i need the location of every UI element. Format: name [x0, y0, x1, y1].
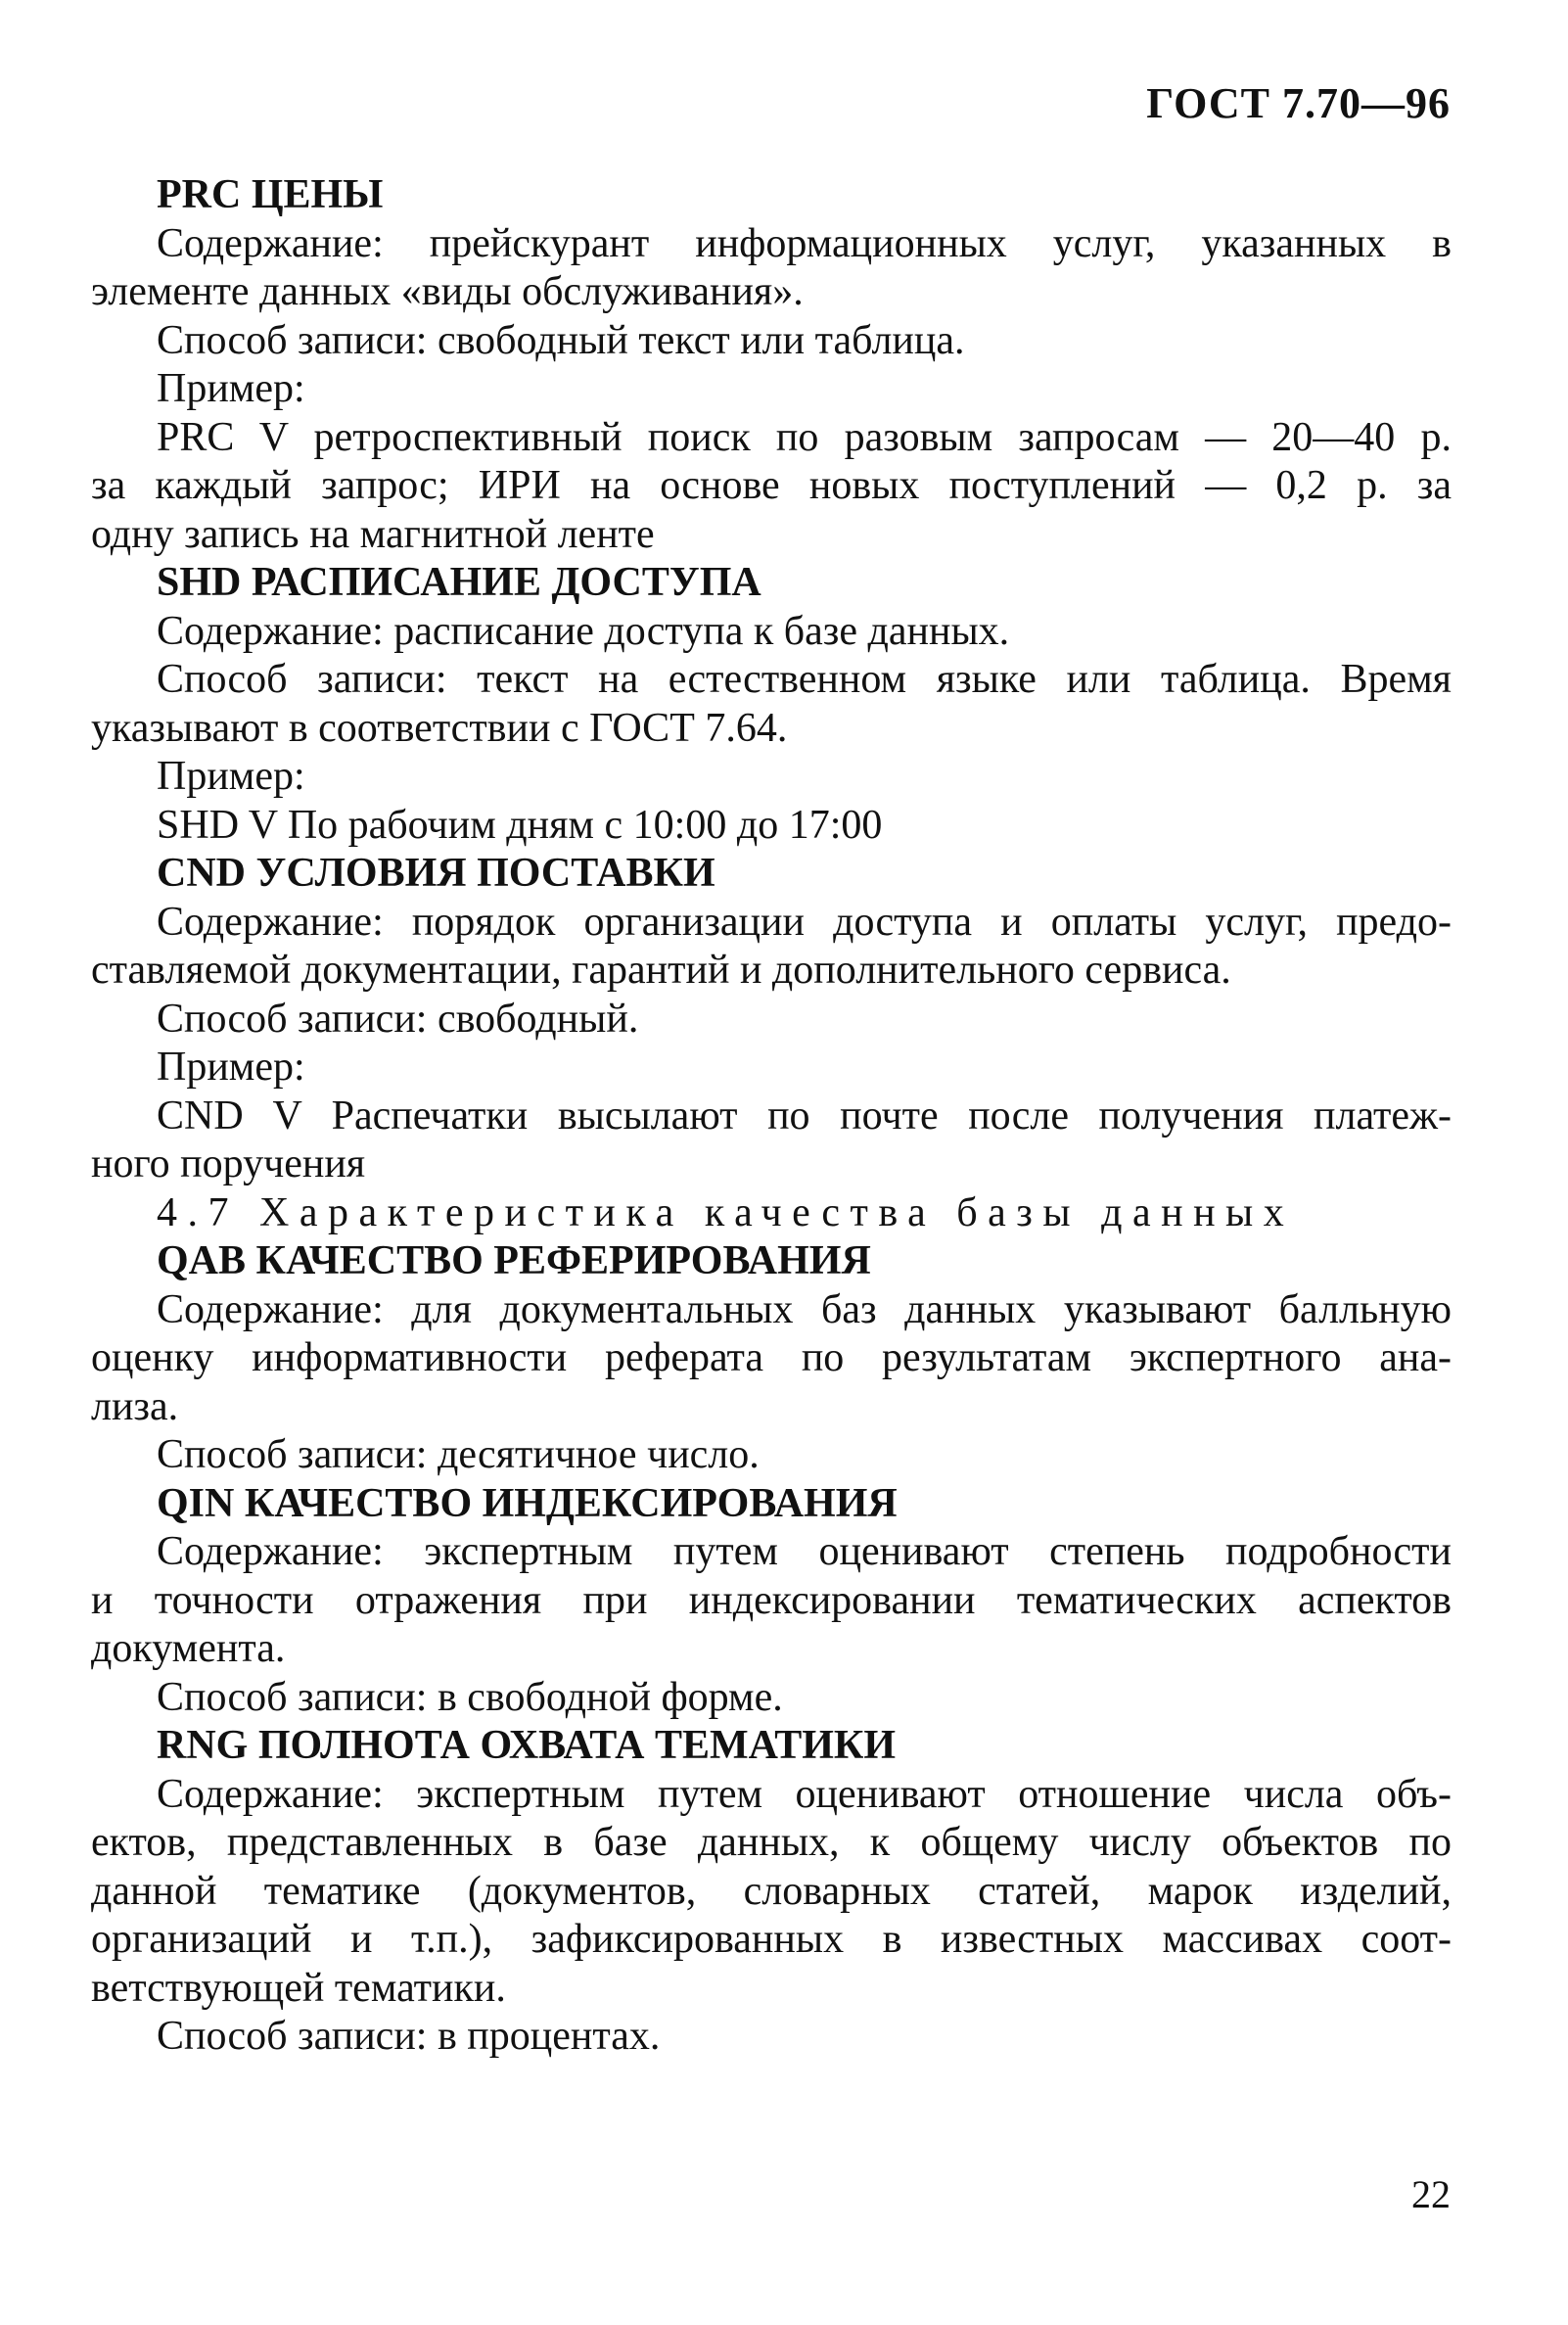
text-line: лиза. [91, 1383, 179, 1429]
page-body [91, 171, 1452, 2062]
section-heading: SHD РАСПИСАНИЕ ДОСТУПА [157, 560, 761, 605]
text-line: одну запись на магнитной ленте [91, 511, 655, 557]
text-line: Способ записи: десятичное число. [157, 1432, 760, 1477]
text-line: Содержание: расписание доступа к базе данных. [157, 608, 1010, 654]
text-line: документа. [91, 1626, 286, 1671]
text-line: ставляемой документации, гарантий и дополнительного сервиса. [91, 948, 1231, 993]
text-line: Содержание: экспертным путем оценивают степень подробности [157, 1529, 1452, 1574]
section-heading: CND УСЛОВИЯ ПОСТАВКИ [157, 851, 715, 896]
text-line: данной тематике (документов, словарных статей, марок изделий, [91, 1868, 1452, 1914]
text-line: Способ записи: свободный. [157, 996, 639, 1042]
text-line: ектов, представленных в базе данных, к общему числу объектов по [91, 1820, 1452, 1865]
text-line: Пример: [157, 1045, 305, 1090]
text-line: Способ записи: текст на естественном языке или таблица. Время [157, 657, 1452, 702]
running-header: ГОСТ 7.70—96 [1146, 79, 1451, 127]
text-line: ного поручения [91, 1141, 366, 1186]
text-line: за каждый запрос; ИРИ на основе новых поступлений — 0,2 р. за [91, 463, 1452, 508]
text-line: PRC V ретроспективный поиск по разовым запросам — 20—40 р. [157, 414, 1452, 460]
text-line: Способ записи: в свободной форме. [157, 1674, 783, 1720]
page-number: 22 [1411, 2172, 1451, 2216]
text-line: Содержание: для документальных баз данных указывают балльную [157, 1286, 1452, 1332]
text-line: ветствующей тематики. [91, 1965, 506, 2011]
section-heading: QIN КАЧЕСТВО ИНДЕКСИРОВАНИЯ [157, 1480, 898, 1526]
text-line: Содержание: порядок организации доступа и оплаты услуг, предо- [157, 899, 1452, 945]
text-line: CND V Распечатки высылают по почте после получения платеж- [157, 1093, 1452, 1139]
text-line: указывают в соответствии с ГОСТ 7.64. [91, 705, 788, 751]
text-line: Пример: [157, 366, 305, 411]
text-line: оценку информативности реферата по результатам экспертного ана- [91, 1335, 1452, 1380]
text-line: SHD V По рабочим дням с 10:00 до 17:00 [157, 802, 883, 848]
section-heading: QAB КАЧЕСТВО РЕФЕРИРОВАНИЯ [157, 1238, 871, 1283]
text-line: элементе данных «виды обслуживания». [91, 269, 804, 314]
text-line: Способ записи: свободный текст или таблица. [157, 317, 965, 363]
text-line: Содержание: экспертным путем оценивают отношение числа объ- [157, 1771, 1452, 1817]
subsection-heading: 4.7 Характеристика качества базы данных [157, 1189, 1295, 1235]
text-line: и точности отражения при индексировании тематических аспектов [91, 1577, 1452, 1623]
text-line: Содержание: прейскурант информационных услуг, указанных в [157, 220, 1452, 266]
section-heading: PRC ЦЕНЫ [157, 172, 384, 217]
text-line: Пример: [157, 754, 305, 799]
text-line: организаций и т.п.), зафиксированных в известных массивах соот- [91, 1917, 1452, 1962]
text-line: Способ записи: в процентах. [157, 2014, 661, 2059]
section-heading: RNG ПОЛНОТА ОХВАТА ТЕМАТИКИ [157, 1723, 897, 1768]
